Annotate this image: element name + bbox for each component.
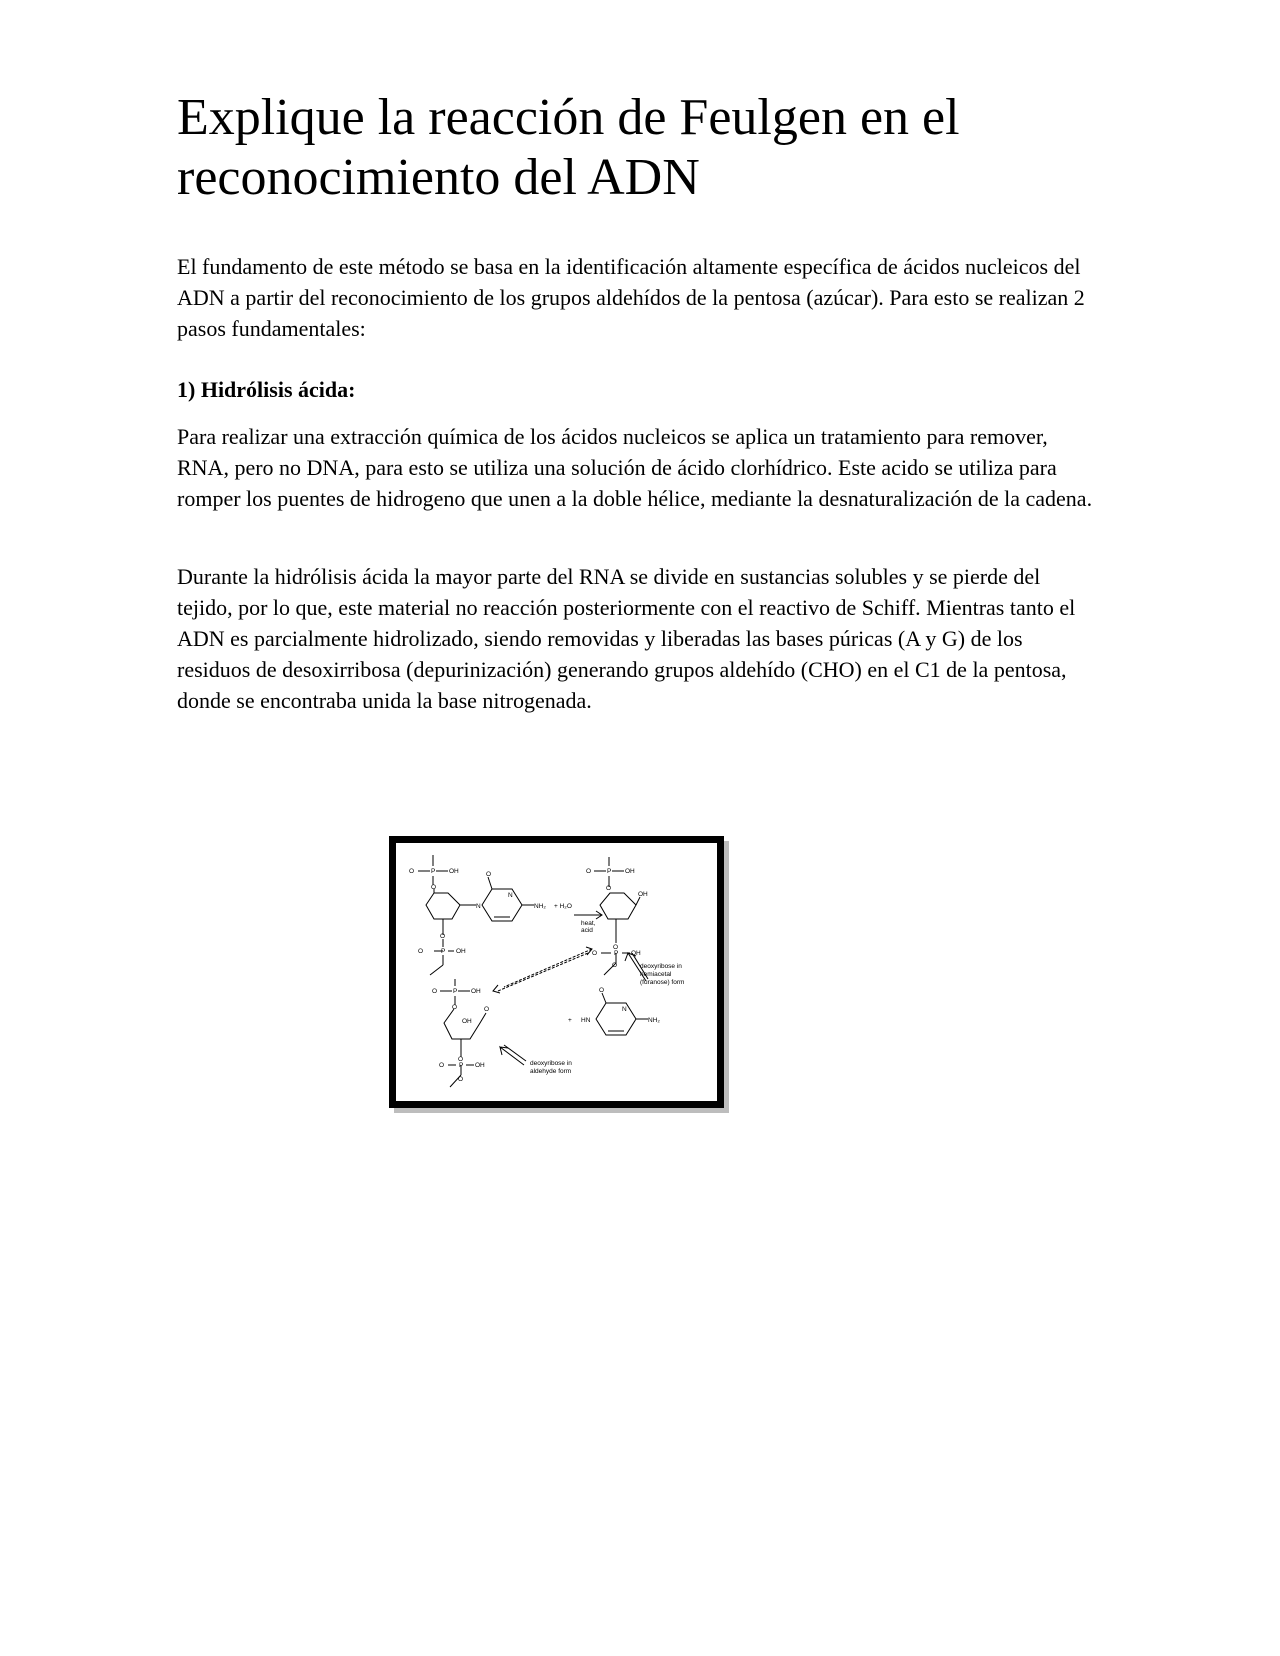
label-heat: heat, [581, 920, 596, 927]
label-oh: OH [625, 868, 635, 875]
label-n: N [508, 892, 513, 899]
label-o: O [458, 1056, 464, 1063]
label-o: O [613, 944, 619, 951]
label-oh: OH [475, 1062, 485, 1069]
label-o: O [586, 868, 592, 875]
label-p: P [607, 868, 612, 875]
label-o: O [439, 1062, 445, 1069]
page-title: Explique la reacción de Feulgen en el reconocimiento del ADN [177, 89, 960, 206]
label-hemiacetal-line3: (furanose) form [640, 979, 685, 986]
label-hn: HN [581, 1017, 591, 1024]
label-hemiacetal-line1: deoxyribose in [640, 963, 682, 970]
label-oh: OH [449, 868, 459, 875]
label-o: O [409, 868, 415, 875]
label-hemiacetal-line2: hemiacetal [640, 971, 672, 978]
label-plus: + [568, 1017, 572, 1024]
label-o: O [431, 884, 437, 891]
label-p: P [614, 950, 619, 957]
label-o: O [440, 933, 446, 940]
label-p: P [459, 1062, 464, 1069]
label-n: N [476, 903, 481, 910]
label-oh: OH [471, 988, 481, 995]
label-h2o: + H₂O [554, 903, 572, 910]
body-paragraph-1: Para realizar una extracción química de los ácidos nucleicos se aplica un tratamiento para remover, RNA, pero no DNA, para esto se utiliza una solución de ácido clorhídrico. Este acido se utiliza para romper los puentes de hidrogeno que unen a la doble hélice, mediante la desnaturalización de la cadena. [177, 424, 1093, 511]
label-n: N [622, 1006, 627, 1013]
label-p: P [453, 988, 458, 995]
label-aldehyde-line1: deoxyribose in [530, 1060, 572, 1067]
label-o: O [486, 871, 492, 878]
body-paragraph-2: Durante la hidrólisis ácida la mayor parte del RNA se divide en sustancias solubles y se pierde del tejido, por lo que, este material no reacción posteriormente con el reactivo de Schiff. Mientras tanto el ADN es parcialmente hidrolizado, siendo removidas y liberadas las bases púricas (A y G) de los residuos de desoxirribosa (depurinización) generando grupos aldehído (CHO) en el C1 de la pentosa, donde se encontraba unida la base nitrogenada. [177, 564, 1076, 713]
label-o: O [484, 1006, 490, 1013]
label-acid: acid [581, 927, 593, 934]
label-o: O [458, 1076, 464, 1083]
label-o: O [418, 948, 424, 955]
label-o: O [592, 950, 598, 957]
intro-paragraph: El fundamento de este método se basa en la identificación altamente específica de ácidos nucleicos del ADN a partir del reconocimiento de los grupos aldehídos de la pentosa (azúcar). Para esto se realizan 2 pasos fundamentales: [177, 254, 1085, 341]
label-oh: OH [638, 891, 648, 898]
label-o: O [432, 988, 438, 995]
label-oh: OH [631, 950, 641, 957]
chemical-structure-diagram [396, 843, 717, 1101]
label-o: O [606, 885, 612, 892]
feulgen-reaction-figure [389, 836, 724, 1108]
label-oh: OH [462, 1018, 472, 1025]
label-oh: OH [456, 948, 466, 955]
section-heading: 1) Hidrólisis ácida: [177, 377, 356, 402]
label-p: P [431, 868, 436, 875]
label-aldehyde-line2: aldehyde form [530, 1068, 572, 1075]
label-nh2: NH₂ [534, 903, 546, 910]
label-nh2: NH₂ [648, 1017, 660, 1024]
label-p: P [441, 948, 446, 955]
label-o: O [599, 987, 605, 994]
label-o: O [612, 962, 618, 969]
label-o: O [452, 1004, 458, 1011]
